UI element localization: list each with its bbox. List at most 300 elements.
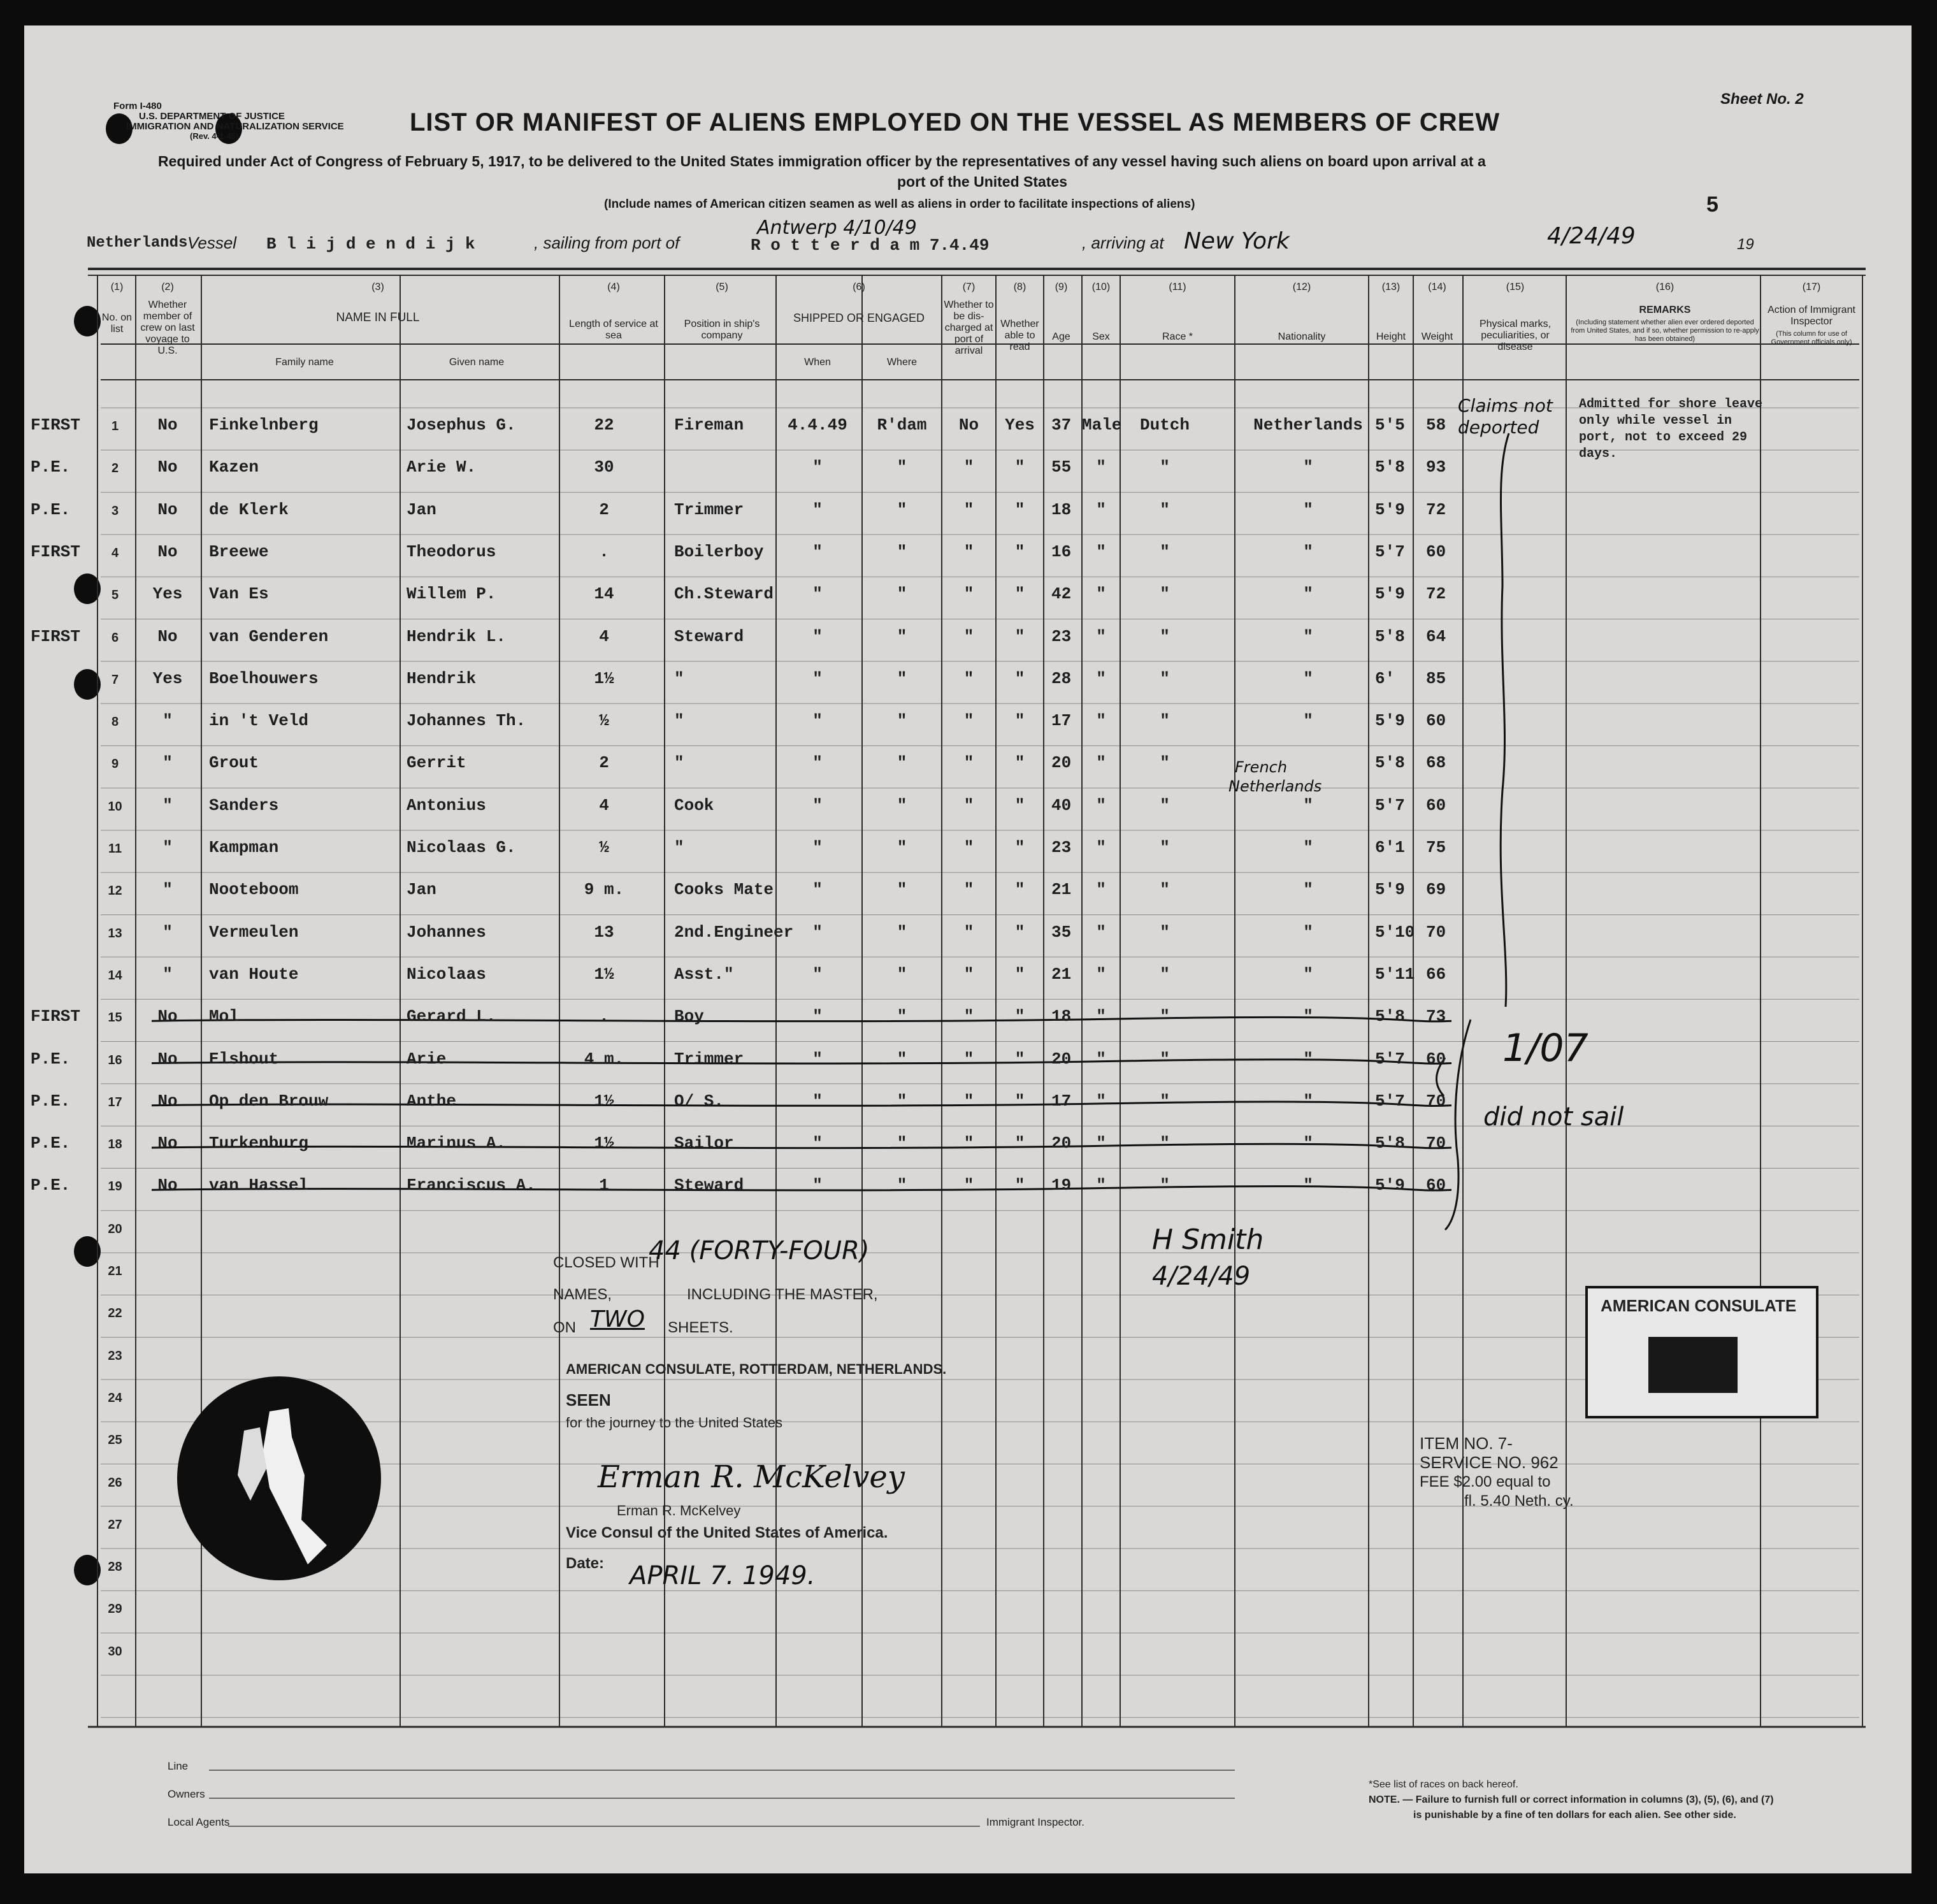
row-sex: "	[1096, 1134, 1106, 1153]
row-position: Boilerboy	[674, 542, 764, 561]
row-family-name: Nooteboom	[209, 880, 299, 900]
row-crew-status: "	[162, 922, 173, 942]
row-able-to-read: "	[1014, 584, 1025, 604]
row-shipped-when: "	[812, 838, 823, 857]
footer-note: NOTE. — Failure to furnish full or correct information in columns (3), (5), (6), and (7)	[1369, 1794, 1774, 1805]
header-shipped-engaged: SHIPPED OR ENGAGED	[793, 312, 925, 324]
row-given-name: Nicolaas	[407, 964, 486, 984]
row-height: 5'8	[1375, 753, 1405, 773]
row-service-length: 1½	[594, 964, 614, 984]
row-shipped-where: "	[896, 458, 907, 477]
row-shipped-where: "	[896, 1134, 907, 1153]
row-age: 23	[1051, 626, 1072, 646]
row-number: 10	[108, 799, 122, 814]
row-service-length: 1½	[594, 1134, 614, 1153]
row-discharged: "	[963, 1134, 974, 1153]
row-crew-status: "	[162, 964, 173, 984]
row-position: Cooks Mate	[674, 880, 774, 900]
row-nationality: "	[1303, 1134, 1313, 1153]
footer-note-2: is punishable by a fine of ten dollars for each alien. See other side.	[1413, 1810, 1736, 1821]
row-given-name: Johannes	[407, 922, 486, 942]
row-weight: 60	[1426, 1176, 1446, 1195]
fee-equivalent: fl. 5.40 Neth. cy.	[1464, 1492, 1574, 1510]
row-age: 19	[1051, 1176, 1072, 1195]
subtitle-port: port of the United States	[897, 173, 1068, 190]
row-weight: 60	[1426, 711, 1446, 731]
row-given-name: Arie W.	[407, 458, 477, 477]
row-race: "	[1160, 668, 1170, 688]
row-prefix: FIRST	[31, 1007, 81, 1027]
row-crew-status: No	[157, 626, 178, 646]
row-position: Boy	[674, 1007, 704, 1027]
row-given-name: Josephus G.	[407, 415, 516, 435]
row-race: "	[1160, 1091, 1170, 1111]
row-discharged: "	[963, 542, 974, 561]
row-service-length: 4	[599, 795, 609, 815]
row-shipped-where: "	[896, 584, 907, 604]
row-position: "	[674, 668, 684, 688]
row-race: "	[1160, 795, 1170, 815]
column-number: (16)	[1655, 282, 1674, 292]
row-number: 14	[108, 968, 122, 983]
vessel-flag: Netherlands	[87, 234, 188, 252]
header-shipped-where: Where	[886, 357, 918, 368]
row-shipped-when: "	[812, 668, 823, 688]
row-service-length: .	[599, 542, 609, 561]
row-able-to-read: "	[1014, 626, 1025, 646]
row-shipped-when: "	[812, 584, 823, 604]
row-family-name: Van Es	[209, 584, 269, 604]
header-age: Age	[1052, 331, 1070, 342]
row-sex: "	[1096, 626, 1106, 646]
fee-stamp-seal	[1648, 1337, 1738, 1393]
row-height: 5'9	[1375, 880, 1405, 900]
column-number: (2)	[161, 282, 174, 292]
row-nationality: "	[1303, 880, 1313, 900]
row-sex: "	[1096, 753, 1106, 773]
row-nationality: "	[1303, 542, 1313, 561]
row-given-name: Franciscus A.	[407, 1176, 536, 1195]
form-revision: (Rev. 4-1-45)	[190, 131, 239, 141]
row-able-to-read: "	[1014, 458, 1025, 477]
row-height: 6'	[1375, 668, 1395, 688]
row-service-length: 4	[599, 626, 609, 646]
page-number: 5	[1706, 192, 1718, 217]
row-able-to-read: "	[1014, 1049, 1025, 1069]
row-race: "	[1160, 458, 1170, 477]
row-discharged: "	[963, 964, 974, 984]
subtitle-include: (Include names of American citizen seamen as well as aliens in order to facilitate inspections of aliens)	[604, 198, 1195, 211]
including-master-label: INCLUDING THE MASTER,	[687, 1286, 878, 1303]
row-race: "	[1160, 1176, 1170, 1195]
row-able-to-read: "	[1014, 711, 1025, 731]
row-position: 2nd.Engineer	[674, 922, 794, 942]
row-family-name: de Klerk	[209, 500, 289, 519]
row-age: 18	[1051, 500, 1072, 519]
row-number: 15	[108, 1011, 122, 1025]
footer-races-note: *See list of races on back hereof.	[1369, 1779, 1518, 1790]
row-shipped-when: "	[812, 880, 823, 900]
row-shipped-when: "	[812, 711, 823, 731]
physical-note-line1: Claims not deported	[1458, 395, 1553, 438]
row-race: "	[1160, 542, 1170, 561]
row-family-name: Sanders	[209, 795, 279, 815]
row-given-name: Antonius	[407, 795, 486, 815]
header-remarks-note: (Including statement whether alien ever ordered deported from United States, and if so, whether permission to re-apply has been obtained)	[1571, 319, 1759, 343]
row-weight: 70	[1426, 1091, 1446, 1111]
row-prefix: FIRST	[31, 626, 81, 646]
row-age: 20	[1051, 1134, 1072, 1153]
footer-line-label: Line	[168, 1760, 189, 1772]
row-sex: "	[1096, 964, 1106, 984]
column-number: (4)	[607, 282, 620, 292]
row-shipped-when: "	[812, 458, 823, 477]
row-height: 5'9	[1375, 584, 1405, 604]
manifest-title: LIST OR MANIFEST OF ALIENS EMPLOYED ON THE VESSEL AS MEMBERS OF CREW	[410, 108, 1501, 136]
row-height: 5'9	[1375, 500, 1405, 519]
row-sex: "	[1096, 795, 1106, 815]
row-weight: 73	[1426, 1007, 1446, 1027]
row-able-to-read: "	[1014, 1091, 1025, 1111]
column-number: (8)	[1013, 282, 1026, 292]
row-family-name: in 't Veld	[209, 711, 309, 731]
row-discharged: "	[963, 584, 974, 604]
row-height: 5'7	[1375, 1091, 1405, 1111]
row-weight: 60	[1426, 1049, 1446, 1069]
date-label: Date:	[566, 1555, 605, 1572]
row-discharged: "	[963, 711, 974, 731]
row-nationality: "	[1303, 458, 1313, 477]
row-service-length: 14	[594, 584, 614, 604]
names-label: NAMES,	[553, 1286, 612, 1303]
row-age: 28	[1051, 668, 1072, 688]
row-height: 5'7	[1375, 795, 1405, 815]
row-number: 24	[108, 1390, 122, 1405]
row-weight: 58	[1426, 415, 1446, 435]
row-crew-status: Yes	[152, 584, 183, 604]
row-family-name: Breewe	[209, 542, 269, 561]
header-height: Height	[1376, 331, 1406, 342]
row-sex: "	[1096, 542, 1106, 561]
row-discharged: "	[963, 880, 974, 900]
row-crew-status: No	[157, 1049, 178, 1069]
did-not-sail-note: did not sail	[1483, 1102, 1624, 1132]
sailing-label: , sailing from port of	[534, 233, 680, 252]
row-prefix: P.E.	[31, 1049, 71, 1069]
header-action-inspector: Action of Immigrant Inspector	[1768, 305, 1855, 327]
on-label: ON	[553, 1319, 576, 1336]
row-number: 28	[108, 1560, 122, 1575]
row-crew-status: No	[157, 500, 178, 519]
row-discharged: No	[958, 415, 979, 435]
row-crew-status: No	[157, 1176, 178, 1195]
row-race: "	[1160, 880, 1170, 900]
column-number: (13)	[1381, 282, 1401, 292]
row-service-length: .	[599, 1007, 609, 1027]
row-age: 20	[1051, 1049, 1072, 1069]
row-age: 17	[1051, 711, 1072, 731]
footer-agents-label: Local Agents	[168, 1816, 230, 1828]
row-position: Asst."	[674, 964, 734, 984]
row-able-to-read: "	[1014, 1176, 1025, 1195]
row-discharged: "	[963, 500, 974, 519]
row-height: 5'8	[1375, 1134, 1405, 1153]
row-race: "	[1160, 922, 1170, 942]
row-nationality: "	[1303, 1049, 1313, 1069]
row-height: 6'1	[1375, 838, 1405, 857]
row-service-length: ½	[599, 838, 609, 857]
inspector-signature: H Smith	[1152, 1223, 1264, 1256]
fee-amount: FEE $2.00 equal to	[1420, 1473, 1551, 1490]
row-crew-status: "	[162, 753, 173, 773]
row-prefix: P.E.	[31, 1134, 71, 1153]
row-number: 19	[108, 1179, 122, 1194]
vice-consul-signature: Erman R. McKelvey	[598, 1459, 905, 1495]
row-nationality: "	[1303, 964, 1313, 984]
row-number: 29	[108, 1602, 122, 1617]
column-number: (9)	[1055, 282, 1068, 292]
row-crew-status: No	[157, 1007, 178, 1027]
row-number: 1	[111, 419, 119, 433]
row-family-name: Kazen	[209, 458, 259, 477]
row-family-name: Op den Brouw	[209, 1091, 329, 1111]
row-given-name: Hendrik	[407, 668, 477, 688]
row-height: 5'5	[1375, 415, 1405, 435]
row-position: Cook	[674, 795, 714, 815]
footer-inspector-label: Immigrant Inspector.	[986, 1816, 1085, 1828]
row-crew-status: No	[157, 458, 178, 477]
column-number: (15)	[1506, 282, 1525, 292]
row-shipped-when: "	[812, 626, 823, 646]
row-shipped-where: "	[896, 795, 907, 815]
row-discharged: "	[963, 922, 974, 942]
row-shipped-when: "	[812, 753, 823, 773]
nationality-french: French	[1235, 758, 1288, 776]
row-prefix: P.E.	[31, 458, 71, 477]
row-weight: 66	[1426, 964, 1446, 984]
row-race: "	[1160, 1049, 1170, 1069]
row-prefix: P.E.	[31, 500, 71, 519]
row-age: 20	[1051, 753, 1072, 773]
row-race: "	[1160, 584, 1170, 604]
row-given-name: Jan	[407, 880, 436, 900]
row-position: Steward	[674, 626, 744, 646]
row-shipped-when: "	[812, 922, 823, 942]
row-discharged: "	[963, 626, 974, 646]
row-age: 16	[1051, 542, 1072, 561]
count-mark: 1/07	[1502, 1026, 1588, 1071]
row-family-name: van Genderen	[209, 626, 329, 646]
row-service-length: 22	[594, 415, 614, 435]
row-crew-status: No	[157, 415, 178, 435]
row-number: 13	[108, 926, 122, 941]
row-nationality: "	[1303, 1176, 1313, 1195]
row-shipped-when: "	[812, 795, 823, 815]
row-given-name: Nicolaas G.	[407, 838, 516, 857]
vice-consul-title: Vice Consul of the United States of America.	[566, 1524, 888, 1541]
header-position: Position in ship's company	[684, 319, 760, 341]
manifest-sheet	[24, 25, 1912, 1873]
row-number: 3	[111, 503, 119, 518]
row-weight: 69	[1426, 880, 1446, 900]
row-prefix: P.E.	[31, 1176, 71, 1195]
year-prefix: 19	[1737, 236, 1754, 253]
row-shipped-when: 4.4.49	[788, 415, 847, 435]
row-able-to-read: "	[1014, 838, 1025, 857]
row-race: "	[1160, 964, 1170, 984]
row-sex: "	[1096, 1176, 1106, 1195]
row-prefix: FIRST	[31, 542, 81, 561]
row-crew-status: "	[162, 795, 173, 815]
row-weight: 60	[1426, 795, 1446, 815]
header-action-note: (This column for use of Government officials only)	[1771, 330, 1852, 346]
row-discharged: "	[963, 1049, 974, 1069]
row-able-to-read: "	[1014, 668, 1025, 688]
row-weight: 70	[1426, 1134, 1446, 1153]
consul-date: APRIL 7. 1949.	[630, 1561, 816, 1590]
row-able-to-read: "	[1014, 1007, 1025, 1027]
header-shipped-when: When	[804, 357, 831, 368]
row-given-name: Gerrit	[407, 753, 466, 773]
row-family-name: van Hassel	[209, 1176, 309, 1195]
row-able-to-read: "	[1014, 880, 1025, 900]
vessel-label: Vessel	[187, 233, 237, 252]
row-age: 42	[1051, 584, 1072, 604]
row-crew-status: No	[157, 1091, 178, 1111]
row-shipped-where: "	[896, 542, 907, 561]
row-sex: "	[1096, 668, 1106, 688]
row-discharged: "	[963, 1176, 974, 1195]
row-able-to-read: "	[1014, 1134, 1025, 1153]
closed-with-label: CLOSED WITH	[553, 1254, 659, 1271]
row-given-name: Theodorus	[407, 542, 496, 561]
row-height: 5'8	[1375, 1007, 1405, 1027]
row-shipped-where: "	[896, 626, 907, 646]
row-prefix: FIRST	[31, 415, 81, 435]
row-given-name: Jan	[407, 500, 436, 519]
row-number: 25	[108, 1433, 122, 1448]
header-no-on-list: No. on list	[101, 312, 133, 335]
row-shipped-when: "	[812, 542, 823, 561]
row-shipped-where: "	[896, 668, 907, 688]
row-given-name: Hendrik L.	[407, 626, 507, 646]
row-crew-status: "	[162, 838, 173, 857]
row-weight: 75	[1426, 838, 1446, 857]
row-number: 18	[108, 1137, 122, 1152]
row-shipped-where: "	[896, 880, 907, 900]
row-family-name: Grout	[209, 753, 259, 773]
row-weight: 72	[1426, 584, 1446, 604]
subtitle-act: Required under Act of Congress of February 5, 1917, to be delivered to the United States immigration officer by the representatives of any vessel having such aliens on board upon arrival at a	[158, 153, 1486, 169]
row-position: Steward	[674, 1176, 744, 1195]
row-sex: "	[1096, 1049, 1106, 1069]
row-sex: "	[1096, 1007, 1106, 1027]
closed-count: 44 (FORTY-FOUR)	[649, 1236, 870, 1266]
row-family-name: Elshout	[209, 1049, 279, 1069]
row-position: O/ S.	[674, 1091, 724, 1111]
header-physical-marks: Physical marks, peculiarities, or disease	[1479, 319, 1552, 352]
row-shipped-where: R'dam	[877, 415, 927, 435]
row-height: 5'9	[1375, 1176, 1405, 1195]
row-weight: 72	[1426, 500, 1446, 519]
row-given-name: Arie	[407, 1049, 447, 1069]
arrival-port: New York	[1184, 228, 1290, 254]
port-handwritten: Antwerp 4/10/49	[757, 217, 917, 239]
row-nationality: "	[1303, 711, 1313, 731]
row-number: 30	[108, 1644, 122, 1659]
row-service-length: 1	[599, 1176, 609, 1195]
row-sex: "	[1096, 711, 1106, 731]
row-able-to-read: "	[1014, 795, 1025, 815]
row-nationality: "	[1303, 922, 1313, 942]
header-able-to-read: Whether able to read	[1000, 319, 1039, 352]
row-family-name: van Houte	[209, 964, 299, 984]
row-weight: 68	[1426, 753, 1446, 773]
header-given-name: Given name	[449, 357, 505, 368]
row-crew-status: "	[162, 880, 173, 900]
row-number: 26	[108, 1475, 122, 1490]
seen-label: SEEN	[566, 1390, 611, 1410]
column-number: (1)	[110, 282, 124, 292]
row-race: "	[1160, 838, 1170, 857]
row-discharged: "	[963, 795, 974, 815]
row-shipped-where: "	[896, 711, 907, 731]
row-family-name: Turkenburg	[209, 1134, 309, 1153]
row-number: 7	[111, 672, 119, 687]
consulate-heading: AMERICAN CONSULATE, ROTTERDAM, NETHERLANDS.	[566, 1361, 947, 1377]
row-family-name: Finkelnberg	[209, 415, 319, 435]
service-number: SERVICE NO. 962	[1420, 1453, 1559, 1472]
inspector-date: 4/24/49	[1152, 1262, 1251, 1291]
row-number: 16	[108, 1053, 122, 1067]
row-age: 17	[1051, 1091, 1072, 1111]
row-sex: "	[1096, 880, 1106, 900]
form-service: IMMIGRATION AND NATURALIZATION SERVICE	[126, 121, 344, 132]
sheet-number: Sheet No. 2	[1720, 90, 1804, 108]
row-family-name: Boelhouwers	[209, 668, 319, 688]
vice-consul-name: Erman R. McKelvey	[617, 1503, 741, 1518]
row-service-length: 30	[594, 458, 614, 477]
row-height: 5'8	[1375, 458, 1405, 477]
header-length-of-service: Length of service at sea	[569, 319, 658, 341]
row-nationality: "	[1303, 795, 1313, 815]
row-weight: 85	[1426, 668, 1446, 688]
row-nationality: "	[1303, 838, 1313, 857]
row-weight: 70	[1426, 922, 1446, 942]
row-number: 11	[108, 842, 122, 856]
row-service-length: 13	[594, 922, 614, 942]
row-able-to-read: "	[1014, 542, 1025, 561]
row-shipped-where: "	[896, 922, 907, 942]
row-position: Trimmer	[674, 1049, 744, 1069]
row-number: 17	[108, 1095, 122, 1109]
row-discharged: "	[963, 1007, 974, 1027]
row-weight: 64	[1426, 626, 1446, 646]
row-shipped-when: "	[812, 500, 823, 519]
row-discharged: "	[963, 838, 974, 857]
row-able-to-read: "	[1014, 500, 1025, 519]
row-height: 5'10	[1375, 922, 1415, 942]
row-position: "	[674, 711, 684, 731]
row-age: 37	[1051, 415, 1072, 435]
nationality-netherlands: Netherlands	[1228, 777, 1322, 795]
row-sex: Male	[1082, 415, 1122, 435]
column-number: (12)	[1292, 282, 1311, 292]
arrival-date: 4/24/49	[1547, 223, 1636, 249]
row-number: 8	[111, 715, 119, 730]
row-shipped-when: "	[812, 1007, 823, 1027]
row-nationality: "	[1303, 626, 1313, 646]
